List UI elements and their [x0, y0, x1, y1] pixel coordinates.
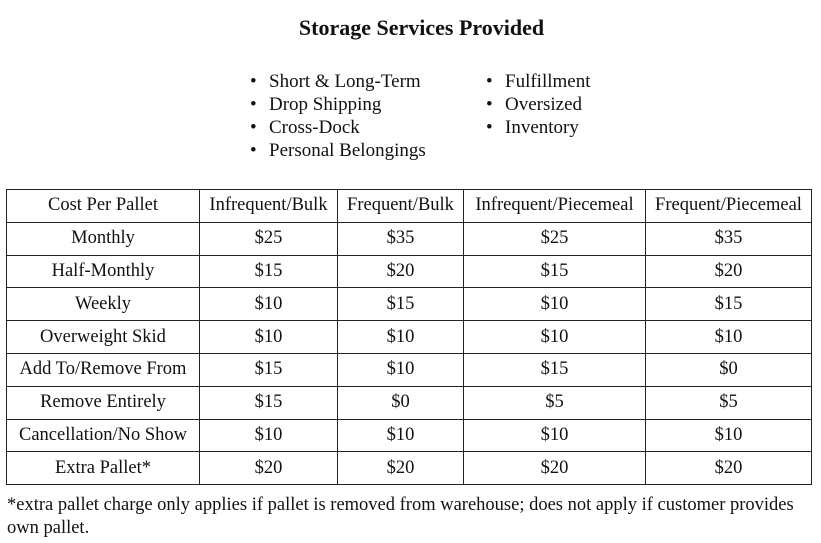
list-item: • Drop Shipping: [250, 93, 426, 116]
list-item: • Inventory: [486, 116, 591, 139]
table-cell: $10: [646, 419, 812, 452]
table-cell: $15: [646, 288, 812, 321]
list-item: • Personal Belongings: [250, 139, 426, 162]
column-header: Cost Per Pallet: [7, 190, 200, 223]
services-list-right: [486, 70, 591, 139]
table-cell: $10: [646, 321, 812, 354]
table-cell: $10: [200, 288, 338, 321]
table-row: [7, 288, 812, 321]
row-label: Weekly: [7, 288, 200, 321]
table-cell: $20: [338, 255, 464, 288]
pricing-table: [6, 189, 812, 485]
column-header: Frequent/Bulk: [338, 190, 464, 223]
table-cell: $35: [646, 222, 812, 255]
table-cell: $10: [464, 288, 646, 321]
list-item: • Fulfillment: [486, 70, 591, 93]
row-label: Add To/Remove From: [7, 353, 200, 386]
list-item: • Cross-Dock: [250, 116, 426, 139]
list-item: • Short & Long-Term: [250, 70, 426, 93]
row-label: Overweight Skid: [7, 321, 200, 354]
column-header: Frequent/Piecemeal: [646, 190, 812, 223]
row-label: Remove Entirely: [7, 386, 200, 419]
list-item: • Oversized: [486, 93, 591, 116]
column-header: Infrequent/Piecemeal: [464, 190, 646, 223]
table-cell: $15: [200, 386, 338, 419]
footnote: *extra pallet charge only applies if pallet is removed from warehouse; does not apply if customer provides own pallet.: [7, 495, 794, 538]
page-title: Storage Services Provided: [298, 15, 545, 40]
table-row: [7, 222, 812, 255]
table-cell: $0: [338, 386, 464, 419]
row-label: Monthly: [7, 222, 200, 255]
table-cell: $20: [464, 452, 646, 485]
table-cell: $10: [464, 321, 646, 354]
table-cell: $25: [464, 222, 646, 255]
table-cell: $15: [200, 255, 338, 288]
table-cell: $35: [338, 222, 464, 255]
services-list-left: [250, 70, 426, 162]
table-cell: $10: [200, 321, 338, 354]
table-cell: $20: [200, 452, 338, 485]
table-cell: $15: [464, 255, 646, 288]
table-row: [7, 452, 812, 485]
table-cell: $10: [338, 419, 464, 452]
table-cell: $10: [464, 419, 646, 452]
table-cell: $0: [646, 353, 812, 386]
table-cell: $15: [464, 353, 646, 386]
table-row: [7, 321, 812, 354]
table-row: [7, 386, 812, 419]
table-header-row: [7, 190, 812, 223]
table-cell: $20: [338, 452, 464, 485]
table-cell: $20: [646, 255, 812, 288]
row-label: Cancellation/No Show: [7, 419, 200, 452]
table-row: [7, 353, 812, 386]
table-cell: $5: [646, 386, 812, 419]
table-cell: $10: [338, 321, 464, 354]
table-cell: $5: [464, 386, 646, 419]
row-label: Extra Pallet*: [7, 452, 200, 485]
table-cell: $25: [200, 222, 338, 255]
table-row: [7, 255, 812, 288]
table-cell: $15: [338, 288, 464, 321]
table-cell: $15: [200, 353, 338, 386]
table-cell: $10: [200, 419, 338, 452]
table-row: [7, 419, 812, 452]
column-header: Infrequent/Bulk: [200, 190, 338, 223]
table-cell: $10: [338, 353, 464, 386]
row-label: Half-Monthly: [7, 255, 200, 288]
table-cell: $20: [646, 452, 812, 485]
